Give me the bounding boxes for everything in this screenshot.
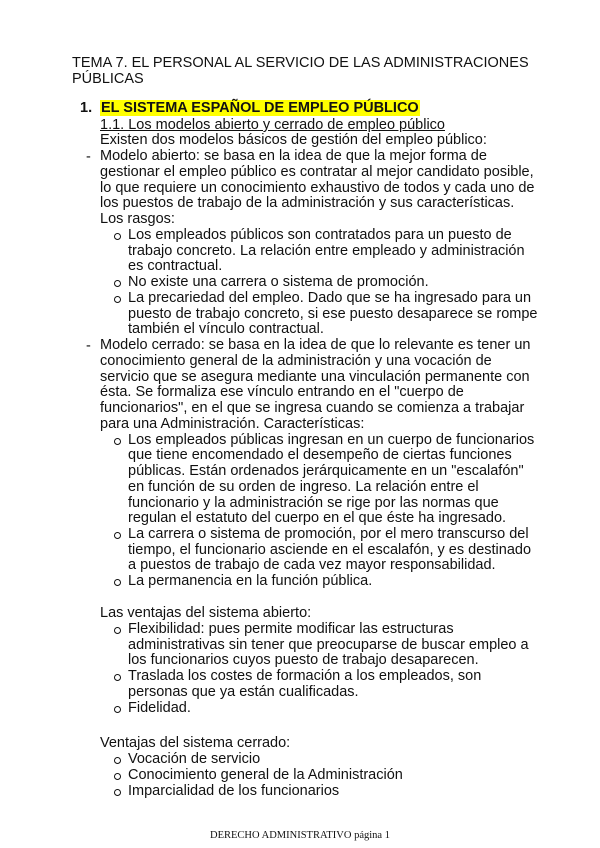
open-model-line: los puestos de trabajo de la administración y sus características.	[100, 195, 515, 211]
bullet-circle-icon	[114, 674, 121, 681]
bullet-circle-icon	[114, 789, 121, 796]
open-advantage-line: Fidelidad.	[128, 700, 191, 716]
intro-text: Existen dos modelos básicos de gestión del empleo público:	[100, 132, 487, 148]
open-advantage-line: Traslada los costes de formación a los empleados, son	[128, 668, 482, 684]
closed-trait-line: tiempo, el funcionario asciende en el escalafón, y es destinado	[128, 542, 532, 558]
closed-trait-line: funcionario y la administración se rige por las normas que	[128, 495, 499, 511]
closed-trait-line: regulan el estatuto del cuerpo en el que éste ha ingresado.	[128, 510, 507, 526]
closed-trait-line: La carrera o sistema de promoción, por el mero transcurso del	[128, 526, 529, 542]
open-trait-line: Los empleados públicos son contratados para un puesto de	[128, 227, 512, 243]
subsection-heading: 1.1. Los modelos abierto y cerrado de empleo público	[100, 117, 445, 133]
closed-advantages-label: Ventajas del sistema cerrado:	[100, 735, 291, 751]
bullet-circle-icon	[114, 296, 121, 303]
closed-model-line: funcionarios", en el que se ingresa cuando se comienza a trabajar	[100, 400, 525, 416]
open-trait-line: No existe una carrera o sistema de promoción.	[128, 274, 429, 290]
open-model-line: Modelo abierto: se basa en la idea de que la mejor forma de	[100, 148, 487, 164]
bullet-circle-icon	[114, 706, 121, 713]
section-heading-text: EL SISTEMA ESPAÑOL DE EMPLEO PÚBLICO	[101, 100, 419, 116]
closed-model-line: servicio que se asegura mediante una vinculación permanente con	[100, 369, 530, 385]
bullet-circle-icon	[114, 627, 121, 634]
closed-trait-line: en función de su orden de ingreso. La relación entre el	[128, 479, 479, 495]
open-advantage-line: personas que ya están cualificadas.	[128, 684, 359, 700]
open-advantage-line: los funcionarios cuyos puesto de trabajo desaparecen.	[128, 652, 479, 668]
bullet-circle-icon	[114, 233, 121, 240]
closed-trait-line: públicas. Están ordenados jerárquicamente en un "escalafón"	[128, 463, 524, 479]
closed-model-line: ésta. Se formaliza ese vínculo entrando en el "cuerpo de	[100, 384, 464, 400]
open-model-line: gestionar el empleo público es contratar al mejor candidato posible,	[100, 164, 534, 180]
open-trait-line: es contractual.	[128, 258, 223, 274]
bullet-circle-icon	[114, 579, 121, 586]
open-model-line: lo que requiere un conocimiento exhaustivo de todos y cada uno de	[100, 180, 535, 196]
closed-model-line: para una Administración. Características:	[100, 416, 365, 432]
open-trait-line: puesto de trabajo concreto, si ese puesto desaparece se rompe	[128, 306, 538, 322]
document-title: TEMA 7. EL PERSONAL AL SERVICIO DE LAS ADMINISTRACIONES PÚBLICAS	[72, 55, 529, 87]
open-trait-line: La precariedad del empleo. Dado que se ha ingresado para un	[128, 290, 532, 306]
bullet-circle-icon	[114, 280, 121, 287]
closed-advantage-line: Vocación de servicio	[128, 751, 261, 767]
bullet-circle-icon	[114, 438, 121, 445]
open-trait-line: también el vínculo contractual.	[128, 321, 324, 337]
closed-trait-line: Los empleados públicas ingresan en un cuerpo de funcionarios	[128, 432, 535, 448]
closed-model-line: Modelo cerrado: se basa en la idea de que lo relevante es tener un	[100, 337, 531, 353]
closed-trait-line: a puestos de trabajo de cada vez mayor responsabilidad.	[128, 557, 496, 573]
closed-model-line: conocimiento general de la administración y una vocación de	[100, 353, 492, 369]
dash-marker: -	[86, 149, 91, 165]
bullet-circle-icon	[114, 532, 121, 539]
closed-advantage-line: Conocimiento general de la Administración	[128, 767, 403, 783]
open-advantage-line: administrativas sin tener que preocuparse de buscar empleo a	[128, 637, 529, 653]
open-advantages-label: Las ventajas del sistema abierto:	[100, 605, 312, 621]
traits-label: Los rasgos:	[100, 211, 175, 227]
dash-marker: -	[86, 338, 91, 354]
closed-trait-line: La permanencia en la función pública.	[128, 573, 373, 589]
open-trait-line: trabajo concreto. La relación entre empleado y administración	[128, 243, 525, 259]
page-footer: DERECHO ADMINISTRATIVO página 1	[210, 830, 390, 841]
open-advantage-line: Flexibilidad: pues permite modificar las estructuras	[128, 621, 454, 637]
bullet-circle-icon	[114, 773, 121, 780]
section-number: 1.	[80, 100, 93, 116]
section-heading	[80, 100, 420, 116]
bullet-circle-icon	[114, 757, 121, 764]
closed-trait-line: que tiene encomendado el desempeño de ciertas funciones	[128, 447, 512, 463]
closed-advantage-line: Imparcialidad de los funcionarios	[128, 783, 340, 799]
